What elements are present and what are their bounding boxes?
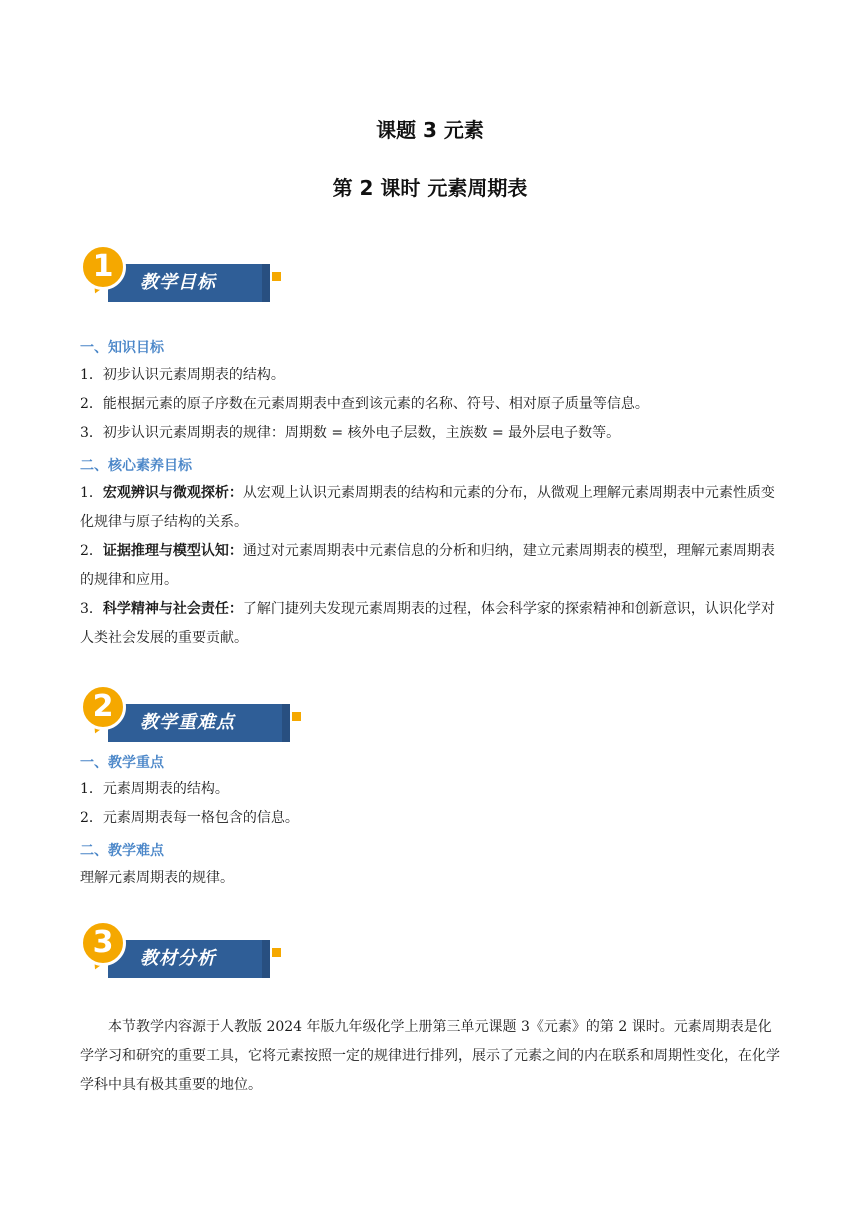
badge-edge — [282, 704, 290, 742]
section-badge-key-points — [80, 684, 300, 750]
list-item: 1．宏观辨识与微观探析：从宏观上认识元素周期表的结构和元素的分布，从微观上理解元素周期表中元素性质变化规律与原子结构的关系。 — [80, 485, 775, 530]
badge-square-icon — [272, 272, 281, 281]
section-label: 教材分析 — [108, 940, 262, 978]
badge-edge — [262, 940, 270, 978]
lesson-subtitle: 第 2 课时 元素周期表 — [332, 176, 528, 200]
list-item: 3．科学精神与社会责任：了解门捷列夫发现元素周期表的过程，体会科学家的探索精神和创新意识，认识化学对人类社会发展的重要贡献。 — [80, 601, 775, 646]
lesson-title: 课题 3 元素 — [376, 118, 484, 142]
difficult-points-text: 理解元素周期表的规律。 — [80, 870, 234, 886]
badge-edge — [262, 264, 270, 302]
difficult-points-heading: 二、教学难点 — [80, 843, 164, 859]
list-item: 1．初步认识元素周期表的结构。 — [80, 367, 285, 383]
section-number-icon: 1 — [80, 244, 126, 290]
list-item: 2．证据推理与模型认知：通过对元素周期表中元素信息的分析和归纳，建立元素周期表的模型，理解元素周期表的规律和应用。 — [80, 543, 775, 588]
list-item: 1．元素周期表的结构。 — [80, 781, 229, 797]
list-item: 3．初步认识元素周期表的规律：周期数 = 核外电子层数，主族数 = 最外层电子数等。 — [80, 425, 621, 441]
badge-square-icon — [272, 948, 281, 957]
key-points-list — [80, 775, 780, 833]
section-number-icon: 2 — [80, 684, 126, 730]
list-item: 2．能根据元素的原子序数在元素周期表中查到该元素的名称、符号、相对原子质量等信息。 — [80, 396, 649, 412]
material-analysis-paragraph: 本节教学内容源于人教版 2024 年版九年级化学上册第三单元课题 3《元素》的第 2 课时。元素周期表是化学学习和研究的重要工具，它将元素按照一定的规律进行排列，展示了元素之间的内在联系和周期性变化，在化学学科中具有极其重要的地位。 — [80, 1019, 780, 1093]
list-item: 2．元素周期表每一格包含的信息。 — [80, 810, 299, 826]
core-goals-heading: 二、核心素养目标 — [80, 458, 192, 474]
section-label: 教学重难点 — [108, 704, 282, 742]
key-points-heading: 一、教学重点 — [80, 755, 164, 771]
knowledge-goals-heading: 一、知识目标 — [80, 340, 164, 356]
section-number-icon: 3 — [80, 920, 126, 966]
section-badge-teaching-goals — [80, 244, 280, 310]
knowledge-goals-list — [80, 361, 780, 448]
section-label: 教学目标 — [108, 264, 262, 302]
section-badge-material-analysis — [80, 920, 280, 986]
badge-square-icon — [292, 712, 301, 721]
core-goals-list — [80, 479, 780, 653]
